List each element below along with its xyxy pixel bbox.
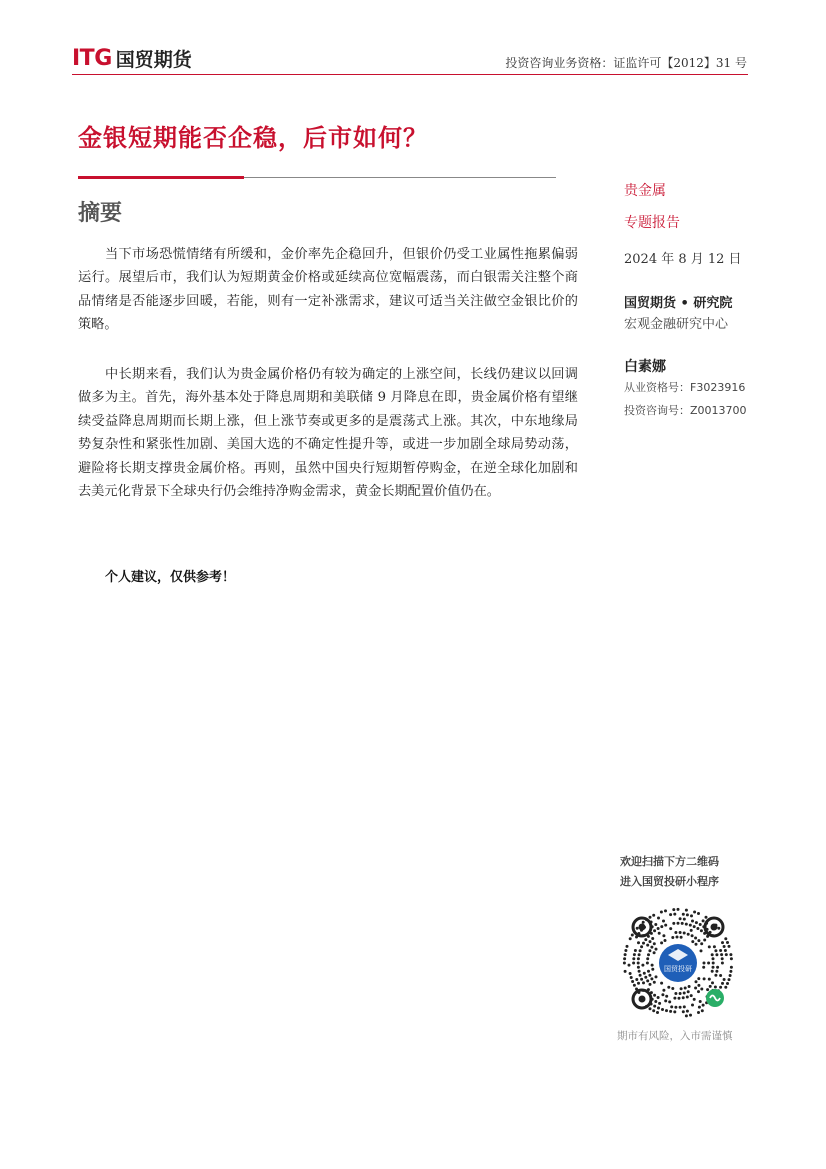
qr-dot [682,996,685,999]
practice-cert-label: 从业资格号： [624,381,690,394]
qr-dot [715,970,718,973]
qr-dot [680,987,683,990]
company-logo [72,46,192,70]
qr-dot [721,941,724,944]
qr-caption-line-2: 进入国贸投研小程序 [620,875,719,888]
qr-dot [669,1010,672,1013]
qr-dot [636,927,639,930]
qr-dot [712,962,715,965]
license-text: 投资咨询业务资格：证监许可【2012】31 号 [505,56,747,70]
qr-dot [691,934,694,937]
qr-dot [665,995,668,998]
abstract-paragraph-2: 中长期来看，我们认为贵金属价格仍有较为确定的上涨空间，长线仍建议以回调做多为主。首先，海外基本处于降息周期和美联储 9 月降息在即，贵金属价格有望继续受益降息周期而长期上涨，但上涨节奏或更多的是震荡式上涨。其次，中东地缘局势复杂性和紧张性加剧、美国大选的不确定性提升等，或进一步加剧全球局势动荡，避险将长期支撑贵金属价格。再则，虽然中国央行短期暂停购金，在逆全球化加剧和去美元化背景下全球央行仍会维持净购金需求，黄金长期配置价值仍在。 [78,367,578,500]
qr-dot [669,927,672,930]
qr-dot [653,929,656,932]
qr-dot [703,977,706,980]
qr-dot [693,911,696,914]
qr-dot [699,923,702,926]
qr-dot [633,984,636,987]
qr-dot [725,953,728,956]
qr-dot [660,925,663,928]
qr-dot [720,953,723,956]
qr-dot [683,992,686,995]
qr-dot [631,980,634,983]
qr-dot [695,943,698,946]
qr-dot [723,978,726,981]
qr-dot [644,938,647,941]
qr-dot [711,970,714,973]
qr-dot [700,988,703,991]
qr-dot [702,919,705,922]
qr-dot [730,957,733,960]
qr-dot [689,924,692,927]
qr-dot [662,934,665,937]
report-title: 金银短期能否企稳，后市如何？ [78,123,428,152]
qr-dot [673,1010,676,1013]
qr-dot [730,966,733,969]
qr-dot [657,1007,660,1010]
qr-dot [700,942,703,945]
qr-dot [680,936,683,939]
qr-dot [640,945,643,948]
qr-dot [687,990,690,993]
advisor-cert-number: Z0013700 [690,404,747,417]
qr-dot [623,962,626,965]
qr-dot [646,962,649,965]
qr-dot [652,914,655,917]
qr-dot [709,985,712,988]
qr-dot [637,962,640,965]
qr-dot [729,974,732,977]
practice-cert [624,379,745,395]
qr-finder-center [639,996,646,1003]
qr-dot [706,988,709,991]
qr-dot [639,974,642,977]
qr-dot [653,994,656,997]
qr-dot [690,914,693,917]
qr-dot [655,948,658,951]
qr-dot [721,957,724,960]
qr-dot [686,996,689,999]
header-divider [72,74,748,75]
qr-dot [641,964,644,967]
report-category: 贵金属 [624,183,666,199]
qr-dot [638,953,641,956]
qr-dot [654,923,657,926]
qr-dot [656,1011,659,1014]
qr-dot [712,957,715,960]
qr-dot [674,1006,677,1009]
qr-dot [696,927,699,930]
qr-dot [660,982,663,985]
report-date: 2024 年 8 月 12 日 [624,252,742,267]
qr-dot [695,980,698,983]
qr-dot [686,1010,689,1013]
qr-dot [671,987,674,990]
advisor-cert-label: 投资咨询号： [624,404,690,417]
qr-dot [649,983,652,986]
qr-dot [711,953,714,956]
qr-dot [705,916,708,919]
qr-dot [664,939,667,942]
qr-dot [624,949,627,952]
qr-dot [701,1009,704,1012]
qr-dot [651,968,654,971]
qr-dot [711,981,714,984]
qr-dot [668,1000,671,1003]
abstract-paragraph-1: 当下市场恐慌情绪有所缓和，金价率先企稳回升，但银价仍受工业属性拖累偏弱运行。展望后市，我们认为短期黄金价格或延续高位宽幅震荡，而白银需关注整个商品情绪是否能逐步回暖，若能，则有一定补涨需求，建议可适当关注做空金银比价的策略。 [78,247,578,333]
qr-dot [662,920,665,923]
mini-program-qr-code[interactable] [620,905,736,1021]
qr-dot [664,999,667,1002]
qr-dot [679,931,682,934]
qr-dot [716,966,719,969]
qr-dot [634,949,637,952]
qr-dot [697,977,700,980]
qr-dot [719,974,722,977]
qr-dot [698,1006,701,1009]
qr-dot [649,1007,652,1010]
qr-dot [632,962,635,965]
abstract-heading: 摘要 [78,200,123,226]
qr-dot [691,1004,694,1007]
qr-dot [671,936,674,939]
qr-dot [697,984,700,987]
qr-dot [707,962,710,965]
qr-dot [693,998,696,1001]
qr-dot [647,953,650,956]
qr-dot [635,978,638,981]
qr-dot [643,972,646,975]
qr-dot [694,937,697,940]
qr-dot [631,934,634,937]
logo-company-name: 国贸期货 [115,48,192,71]
qr-dot [686,913,689,916]
qr-dot [714,949,717,952]
research-institute: 国贸期货 • 研究院 [624,296,733,311]
qr-dot [682,913,685,916]
qr-dot [665,1009,668,1012]
qr-dot [679,992,682,995]
qr-dot [662,989,665,992]
qr-dot [628,964,631,967]
qr-dot [728,945,731,948]
qr-dot [673,997,676,1000]
qr-dot [629,937,632,940]
logo-mark: ITG [72,45,112,71]
qr-dot [687,933,690,936]
qr-dot [726,982,729,985]
qr-dot [724,949,727,952]
qr-dot [673,913,676,916]
qr-finder-center [711,924,718,931]
qr-dot [679,917,682,920]
qr-dot [685,1014,688,1017]
qr-dot [657,996,660,999]
qr-dot [697,912,700,915]
qr-dot [700,929,703,932]
qr-dot [693,925,696,928]
risk-warning: 期市有风险，入市需谨慎 [617,1030,733,1042]
qr-dot [637,982,640,985]
advice-note: 个人建议，仅供参考！ [105,570,236,585]
qr-dot [642,981,645,984]
qr-dot [669,913,672,916]
qr-dot [637,966,640,969]
qr-dot [629,972,632,975]
qr-dot [683,1005,686,1008]
qr-dot [637,957,640,960]
qr-dot [691,940,694,943]
qr-dot [670,1005,673,1008]
qr-dot [708,945,711,948]
qr-dot [713,945,716,948]
title-underline-accent [78,176,244,179]
qr-dot [638,970,641,973]
qr-dot [652,1009,655,1012]
qr-dot [630,976,633,979]
qr-dot [648,974,651,977]
qr-dot [702,966,705,969]
qr-dot [719,986,722,989]
qr-dot [642,921,645,924]
qr-dot [672,922,675,925]
qr-dot [660,911,663,914]
qr-dot [655,975,658,978]
qr-caption-line-1: 欢迎扫描下方二维码 [620,855,719,868]
qr-dot [674,992,677,995]
qr-dot [695,921,698,924]
qr-dot [717,927,720,930]
qr-dot [650,946,653,949]
qr-dot [647,970,650,973]
qr-dot [688,985,691,988]
qr-dot [703,939,706,942]
qr-dot [677,908,680,911]
qr-dot [639,949,642,952]
qr-dot [657,917,660,920]
qr-dot [690,929,693,932]
qr-dot [623,957,626,960]
qr-dot [658,932,661,935]
qr-dot [624,970,627,973]
qr-dot [726,941,729,944]
qr-dot [689,1014,692,1017]
qr-dot [694,987,697,990]
qr-dot [651,937,654,940]
qr-dot [683,932,686,935]
qr-dot [684,987,687,990]
qr-dot [724,937,727,940]
qr-dot [729,970,732,973]
title-underline [244,177,556,178]
qr-dot [723,945,726,948]
practice-cert-number: F3023916 [690,381,746,394]
qr-dot [697,1011,700,1014]
qr-dot [658,1002,661,1005]
qr-dot [728,978,731,981]
qr-dot [697,939,700,942]
qr-dot [664,909,667,912]
qr-dot [678,997,681,1000]
qr-dot [649,916,652,919]
qr-dot [715,953,718,956]
qr-dot [697,990,700,993]
qr-dot [651,964,654,967]
qr-dot [661,993,664,996]
qr-dot [691,920,694,923]
qr-dot [714,974,717,977]
qr-dot [646,944,649,947]
qr-dot [660,941,663,944]
qr-dot [646,957,649,960]
qr-finder-center [639,924,646,931]
qr-dot [624,953,627,956]
qr-dot [690,994,693,997]
qr-dot [708,978,711,981]
qr-dot [672,908,675,911]
advisor-cert [624,402,747,418]
qr-dot [644,976,647,979]
qr-dot [685,909,688,912]
qr-dot [729,953,732,956]
qr-dot [685,923,688,926]
qr-dot [702,1004,705,1007]
qr-dot [633,953,636,956]
qr-dot [712,966,715,969]
qr-dot [646,979,649,982]
research-department: 宏观金融研究中心 [624,317,729,332]
qr-dot [699,1000,702,1003]
qr-dot [632,957,635,960]
qr-dot [714,986,717,989]
qr-dot [667,986,670,989]
qr-dot [648,949,651,952]
qr-dot [721,982,724,985]
qr-dot [721,962,724,965]
qr-dot [700,949,703,952]
qr-dot [653,981,656,984]
qr-dot [661,1008,664,1011]
author-name: 白素娜 [624,359,666,375]
qr-dot [681,922,684,925]
qr-center-label: 国贸投研 [664,965,692,973]
qr-dot [674,931,677,934]
qr-dot [664,924,667,927]
qr-dot [682,1010,685,1013]
qr-dot [724,986,727,989]
qr-dot [653,1005,656,1008]
qr-dot [683,918,686,921]
qr-dot [703,962,706,965]
qr-dot [653,951,656,954]
qr-dot [654,1000,657,1003]
qr-dot [642,942,645,945]
report-type: 专题报告 [624,215,680,231]
qr-dot [679,1006,682,1009]
qr-dot [657,927,660,930]
qr-dot [676,936,679,939]
qr-dot [719,949,722,952]
qr-dot [640,978,643,981]
qr-dot [637,941,640,944]
qr-dot [677,922,680,925]
qr-dot [653,942,656,945]
qr-dot [649,940,652,943]
qr-dot [650,977,653,980]
qr-dot [626,945,629,948]
